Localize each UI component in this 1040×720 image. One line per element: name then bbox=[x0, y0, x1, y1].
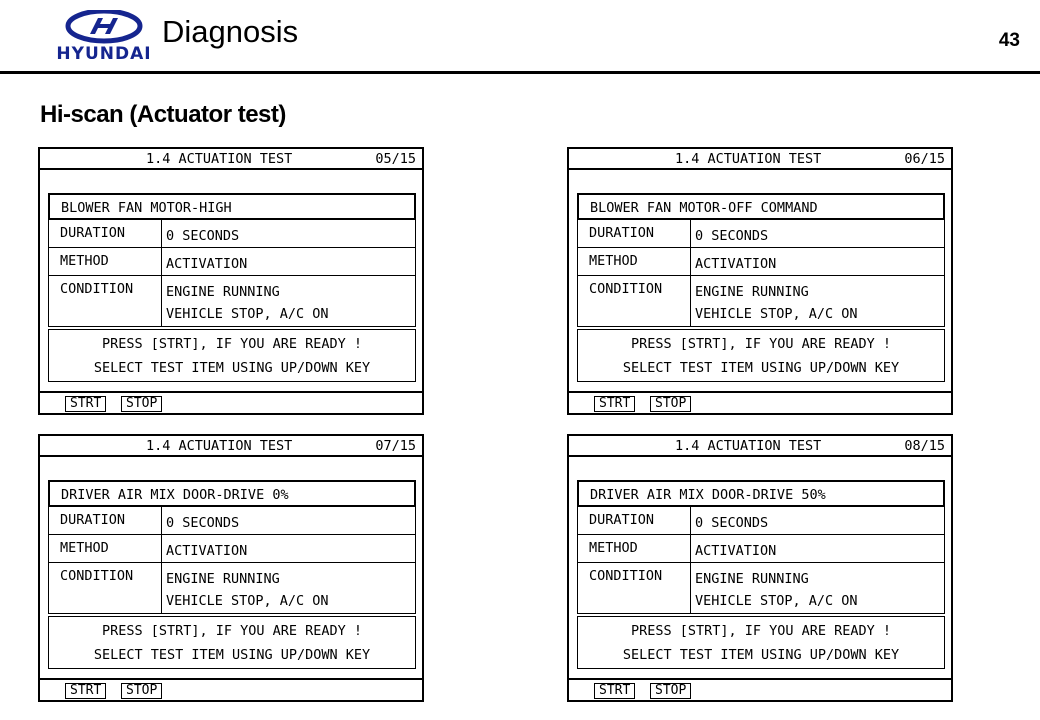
method-value: ACTIVATION bbox=[695, 256, 777, 272]
method-row bbox=[49, 535, 415, 563]
condition-row bbox=[49, 563, 415, 613]
duration-row bbox=[49, 220, 415, 248]
actuation-test-screen bbox=[38, 147, 424, 415]
screen-page-counter: 07/15 bbox=[375, 438, 416, 454]
condition-line-1: ENGINE RUNNING bbox=[166, 284, 280, 300]
test-item-box bbox=[48, 480, 416, 507]
page-title: Diagnosis bbox=[162, 14, 299, 49]
page-number: 43 bbox=[998, 30, 1020, 51]
condition-line-1: ENGINE RUNNING bbox=[695, 571, 809, 587]
test-info-table bbox=[577, 220, 945, 327]
hyundai-logo bbox=[52, 10, 156, 62]
instruction-message bbox=[48, 616, 416, 669]
actuation-test-screen bbox=[567, 434, 953, 702]
duration-value: 0 SECONDS bbox=[695, 228, 769, 244]
actuation-test-screen bbox=[38, 434, 424, 702]
function-key-bar bbox=[40, 678, 422, 702]
test-info-table bbox=[48, 507, 416, 614]
test-item-box bbox=[577, 480, 945, 507]
message-line-2: SELECT TEST ITEM USING UP/DOWN KEY bbox=[93, 647, 371, 663]
strt-key-button[interactable]: STRT bbox=[594, 683, 635, 699]
hyundai-emblem-icon bbox=[52, 10, 156, 44]
condition-label: CONDITION bbox=[589, 568, 663, 584]
duration-label: DURATION bbox=[589, 225, 655, 241]
brand-name: HYUNDAI bbox=[56, 44, 152, 64]
test-info-table bbox=[48, 220, 416, 327]
function-key-bar bbox=[569, 678, 951, 702]
message-line-1: PRESS [STRT], IF YOU ARE READY ! bbox=[630, 336, 892, 352]
screen-page-counter: 05/15 bbox=[375, 151, 416, 167]
message-line-1: PRESS [STRT], IF YOU ARE READY ! bbox=[630, 623, 892, 639]
condition-line-2: VEHICLE STOP, A/C ON bbox=[166, 593, 329, 609]
condition-line-2: VEHICLE STOP, A/C ON bbox=[695, 306, 858, 322]
condition-row bbox=[49, 276, 415, 326]
test-item-name: DRIVER AIR MIX DOOR-DRIVE 0% bbox=[61, 487, 289, 503]
duration-row bbox=[578, 507, 944, 535]
method-row bbox=[578, 248, 944, 276]
duration-label: DURATION bbox=[589, 512, 655, 528]
header-divider bbox=[0, 71, 1040, 74]
screen-title: 1.4 ACTUATION TEST bbox=[146, 151, 293, 167]
stop-key-button[interactable]: STOP bbox=[121, 683, 162, 699]
method-label: METHOD bbox=[589, 253, 638, 269]
screen-title: 1.4 ACTUATION TEST bbox=[675, 151, 822, 167]
test-item-name: BLOWER FAN MOTOR-OFF COMMAND bbox=[590, 200, 818, 216]
condition-line-1: ENGINE RUNNING bbox=[166, 571, 280, 587]
condition-row bbox=[578, 276, 944, 326]
message-line-2: SELECT TEST ITEM USING UP/DOWN KEY bbox=[93, 360, 371, 376]
method-value: ACTIVATION bbox=[166, 256, 248, 272]
screen-header bbox=[569, 436, 951, 457]
section-subtitle: Hi-scan (Actuator test) bbox=[40, 101, 286, 128]
screen-page-counter: 06/15 bbox=[904, 151, 945, 167]
condition-label: CONDITION bbox=[60, 568, 134, 584]
duration-value: 0 SECONDS bbox=[695, 515, 769, 531]
condition-line-1: ENGINE RUNNING bbox=[695, 284, 809, 300]
test-info-table bbox=[577, 507, 945, 614]
duration-row bbox=[578, 220, 944, 248]
duration-label: DURATION bbox=[60, 225, 126, 241]
condition-line-2: VEHICLE STOP, A/C ON bbox=[166, 306, 329, 322]
test-item-box bbox=[577, 193, 945, 220]
duration-label: DURATION bbox=[60, 512, 126, 528]
condition-label: CONDITION bbox=[589, 281, 663, 297]
duration-row bbox=[49, 507, 415, 535]
duration-value: 0 SECONDS bbox=[166, 228, 240, 244]
method-value: ACTIVATION bbox=[166, 543, 248, 559]
condition-line-2: VEHICLE STOP, A/C ON bbox=[695, 593, 858, 609]
screen-title: 1.4 ACTUATION TEST bbox=[146, 438, 293, 454]
method-label: METHOD bbox=[60, 540, 109, 556]
stop-key-button[interactable]: STOP bbox=[650, 396, 691, 412]
duration-value: 0 SECONDS bbox=[166, 515, 240, 531]
condition-row bbox=[578, 563, 944, 613]
method-value: ACTIVATION bbox=[695, 543, 777, 559]
strt-key-button[interactable]: STRT bbox=[65, 683, 106, 699]
function-key-bar bbox=[569, 391, 951, 415]
test-item-name: BLOWER FAN MOTOR-HIGH bbox=[61, 200, 232, 216]
message-line-1: PRESS [STRT], IF YOU ARE READY ! bbox=[101, 623, 363, 639]
strt-key-button[interactable]: STRT bbox=[594, 396, 635, 412]
function-key-bar bbox=[40, 391, 422, 415]
screen-title: 1.4 ACTUATION TEST bbox=[675, 438, 822, 454]
message-line-2: SELECT TEST ITEM USING UP/DOWN KEY bbox=[622, 360, 900, 376]
instruction-message bbox=[577, 616, 945, 669]
stop-key-button[interactable]: STOP bbox=[121, 396, 162, 412]
screen-page-counter: 08/15 bbox=[904, 438, 945, 454]
strt-key-button[interactable]: STRT bbox=[65, 396, 106, 412]
test-item-box bbox=[48, 193, 416, 220]
screen-header bbox=[40, 436, 422, 457]
method-row bbox=[578, 535, 944, 563]
screen-header bbox=[40, 149, 422, 170]
stop-key-button[interactable]: STOP bbox=[650, 683, 691, 699]
actuation-test-screen bbox=[567, 147, 953, 415]
condition-label: CONDITION bbox=[60, 281, 134, 297]
instruction-message bbox=[48, 329, 416, 382]
message-line-2: SELECT TEST ITEM USING UP/DOWN KEY bbox=[622, 647, 900, 663]
screen-header bbox=[569, 149, 951, 170]
method-row bbox=[49, 248, 415, 276]
message-line-1: PRESS [STRT], IF YOU ARE READY ! bbox=[101, 336, 363, 352]
method-label: METHOD bbox=[589, 540, 638, 556]
method-label: METHOD bbox=[60, 253, 109, 269]
instruction-message bbox=[577, 329, 945, 382]
test-item-name: DRIVER AIR MIX DOOR-DRIVE 50% bbox=[590, 487, 826, 503]
